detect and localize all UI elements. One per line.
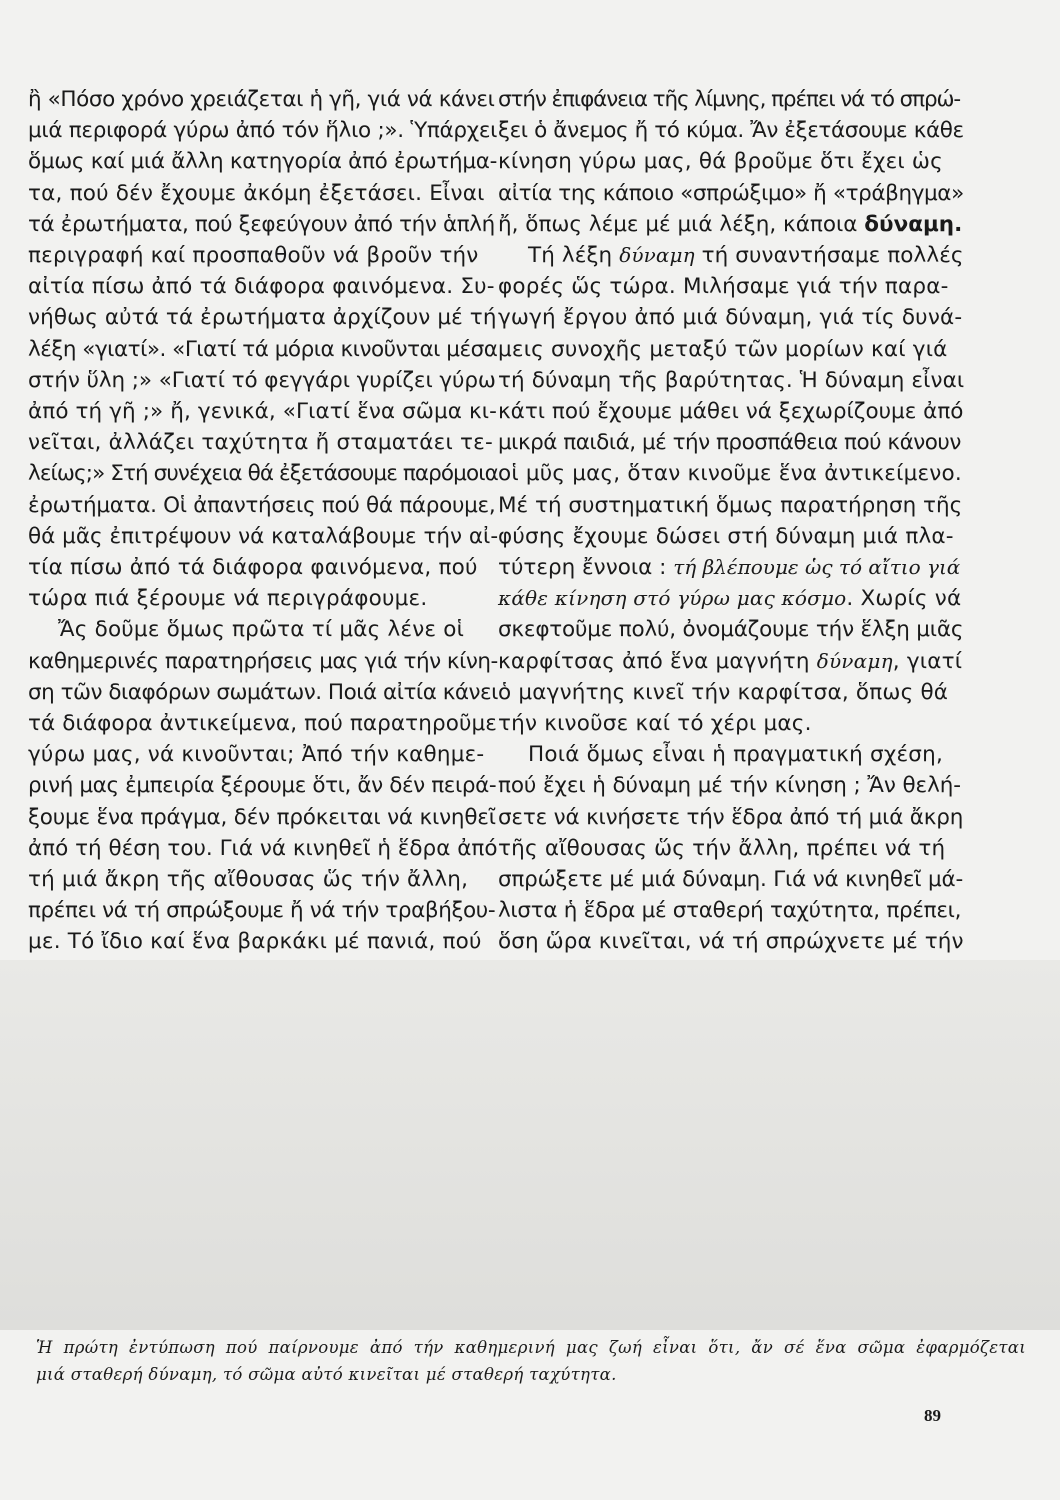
text-line: Μέ τή συστηματική ὅμως παρατήρηση τῆς [498, 492, 963, 518]
text-line [498, 209, 964, 240]
bold-term: δύναμη. [864, 211, 963, 237]
text-line: ρινή μας ἐμπειρία ξέρουμε ὅτι, ἄν δέν πειρά- [28, 773, 497, 799]
text-line: μικρά παιδιά, μέ τήν προσπάθεια πού κάνουν [498, 430, 961, 456]
horse-cart-illustration [0, 960, 1060, 1330]
text-line: κάτι πού ἔχουμε μάθει νά ξεχωρίζουμε ἀπό [498, 399, 964, 425]
text-line: στήν ἐπιφάνεια τῆς λίμνης, πρέπει νά τό σπρώ- [498, 87, 961, 112]
right-column [498, 84, 964, 989]
text-line: περιγραφή καί προσπαθοῦν νά βροῦν τήν [28, 243, 479, 269]
text-line: θά μᾶς ἐπιτρέψουν νά καταλάβουμε τήν αἰ- [28, 523, 499, 549]
text-line: τώρα πιά ξέρουμε νά περιγράφουμε. [28, 586, 428, 612]
left-column [28, 84, 498, 989]
text-line: τή δύναμη τῆς βαρύτητας. Ἡ δύναμη εἶναι [498, 367, 965, 393]
text-line: αἰτία της κάποιο «σπρώξιμο» ἤ «τράβηγμα» [498, 180, 964, 206]
text-line: λέξη «γιατί». «Γιατί τά μόρια κινοῦνται μέσα [28, 336, 498, 362]
text-line: ἀπό τή θέση του. Γιά νά κινηθεῖ ἡ ἕδρα ἀπό [28, 835, 498, 861]
text-line: τήν κινοῦσε καί τό χέρι μας. [498, 711, 812, 737]
paragraph [498, 84, 964, 240]
text-line: νεῖται, ἀλλάζει ταχύτητα ἤ σταματάει τε- [28, 430, 493, 456]
text-line: ὅση ὥρα κινεῖται, νά τή σπρώχνετε μέ τήν [498, 929, 964, 955]
paragraph [28, 84, 498, 614]
text-line: τά διάφορα ἀντικείμενα, πού παρατηροῦμε [28, 711, 497, 737]
italic-term: δύναμη [816, 648, 893, 673]
caption-line: Ἡ πρώτη ἐντύπωση πού παίρνουμε ἀπό τήν καθημερινή μας ζωή εἶναι ὅτι, ἄν σέ ἕνα σῶμα ἐφαρμόζεται [36, 1338, 1026, 1357]
text-line: λιστα ἡ ἕδρα μέ σταθερή ταχύτητα, πρέπει, [498, 898, 962, 924]
text-line [498, 583, 964, 614]
italic-phrase: τή βλέπουμε ὡς τό αἴτιο γιά [673, 555, 961, 580]
text-line: τή μιά ἄκρη τῆς αἴθουσας ὥς τήν ἄλλη, [28, 867, 469, 893]
caption-line: μιά σταθερή δύναμη, τό σῶμα αὐτό κινεῖται μέ σταθερή ταχύτητα. [36, 1365, 617, 1384]
text-line [498, 240, 964, 271]
text-line [498, 552, 964, 583]
text-line: σπρώξετε μέ μιά δύναμη. Γιά νά κινηθεῖ μά- [498, 867, 964, 893]
text-run: τύτερη ἔννοια : [498, 555, 674, 581]
text-line: ξει ὁ ἄνεμος ἤ τό κύμα. Ἄν ἐξετάσουμε κάθε [498, 118, 964, 144]
text-line: μεις συνοχῆς μεταξύ τῶν μορίων καί γιά [498, 336, 948, 362]
text-line: τῆς αἴθουσας ὥς τήν ἄλλη, πρέπει νά τή [498, 835, 946, 861]
text-line: φορές ὥς τώρα. Μιλήσαμε γιά τήν παρα- [498, 274, 949, 300]
italic-phrase: κάθε κίνηση στό γύρω μας κόσμο [498, 586, 847, 611]
text-line [498, 646, 964, 677]
text-run: , γιατί [892, 648, 963, 674]
text-line: ἢ «Πόσο χρόνο χρειάζεται ἡ γῆ, γιά νά κάνει [28, 87, 495, 112]
text-line: φύσης ἔχουμε δώσει στή δύναμη μιά πλα- [498, 523, 954, 549]
text-line: ξουμε ἕνα πράγμα, δέν πρόκειται νά κινηθεῖ [28, 804, 496, 830]
text-line: οἱ μῦς μας, ὅταν κινοῦμε ἕνα ἀντικείμενο. [498, 461, 962, 487]
text-line: ἀπό τή γῆ ;» ἤ, γενικά, «Γιατί ἕνα σῶμα κι- [28, 399, 497, 425]
text-line: ση τῶν διαφόρων σωμάτων. Ποιά αἰτία κάνει [28, 679, 498, 705]
text-line: τία πίσω ἀπό τά διάφορα φαινόμενα, πού [28, 555, 478, 581]
text-run: καρφίτσας ἀπό ἕνα μαγνήτη [498, 648, 817, 674]
text-line: σκεφτοῦμε πολύ, ὀνομάζουμε τήν ἕλξη μιᾶς [498, 617, 964, 643]
text-line: πού ἔχει ἡ δύναμη μέ τήν κίνηση ; Ἄν θελή- [498, 773, 961, 799]
text-line: γωγή ἔργου ἀπό μιά δύναμη, γιά τίς δυνά- [498, 305, 963, 331]
text-run: . Χωρίς νά [846, 586, 962, 612]
text-line: τα, πού δέν ἔχουμε ἀκόμη ἐξετάσει. Εἶναι [28, 180, 485, 206]
text-run: τή συναντήσαμε πολλές [694, 243, 964, 269]
text-line: με. Τό ἴδιο καί ἕνα βαρκάκι μέ πανιά, πού [28, 929, 482, 955]
text-line: νήθως αὐτά τά ἐρωτήματα ἀρχίζουν μέ τή [28, 305, 497, 331]
bleed-through-background [0, 960, 1060, 1330]
italic-term: δύναμη [619, 243, 695, 268]
text-line: ἐρωτήματα. Οἱ ἀπαντήσεις πού θά πάρουμε, [28, 492, 496, 518]
text-line: ὁ μαγνήτης κινεῖ τήν καρφίτσα, ὅπως θά [498, 679, 949, 705]
text-line: πρέπει νά τή σπρώξουμε ἤ νά τήν τραβήξου- [28, 898, 496, 924]
text-run: ἤ, ὅπως λέμε μέ μιά λέξη, κάποια [498, 211, 865, 237]
text-line: κίνηση γύρω μας, θά βροῦμε ὅτι ἔχει ὡς [498, 149, 943, 175]
paragraph [498, 240, 964, 739]
text-line: αἰτία πίσω ἀπό τά διάφορα φαινόμενα. Συ- [28, 274, 495, 300]
text-line: στήν ὕλη ;» «Γιατί τό φεγγάρι γυρίζει γύρω [28, 367, 496, 393]
text-run: Τή λέξη [528, 243, 620, 269]
text-line: καθημερινές παρατηρήσεις μας γιά τήν κίνη- [28, 648, 498, 674]
text-line: Ποιά ὅμως εἶναι ἡ πραγματική σχέση, [528, 742, 943, 768]
text-line: σετε νά κινήσετε τήν ἕδρα ἀπό τή μιά ἄκρη [498, 804, 964, 830]
figure-caption [36, 1334, 1026, 1388]
text-line: γύρω μας, νά κινοῦνται; Ἀπό τήν καθημε- [28, 742, 485, 768]
page-number: 89 [924, 1406, 941, 1425]
text-line: τά ἐρωτήματα, πού ξεφεύγουν ἀπό τήν ἁπλή [28, 211, 495, 237]
text-line: ὅμως καί μιά ἄλλη κατηγορία ἀπό ἐρωτήμα- [28, 149, 498, 175]
text-line: μιά περιφορά γύρω ἀπό τόν ἥλιο ;». Ὑπάρχει [28, 118, 498, 144]
paragraph [498, 739, 964, 989]
text-line: λείως;» Στή συνέχεια θά ἐξετάσουμε παρόμοια [28, 461, 498, 487]
paragraph [28, 614, 498, 988]
text-line: Ἄς δοῦμε ὅμως πρῶτα τί μᾶς λένε οἱ [58, 617, 465, 643]
